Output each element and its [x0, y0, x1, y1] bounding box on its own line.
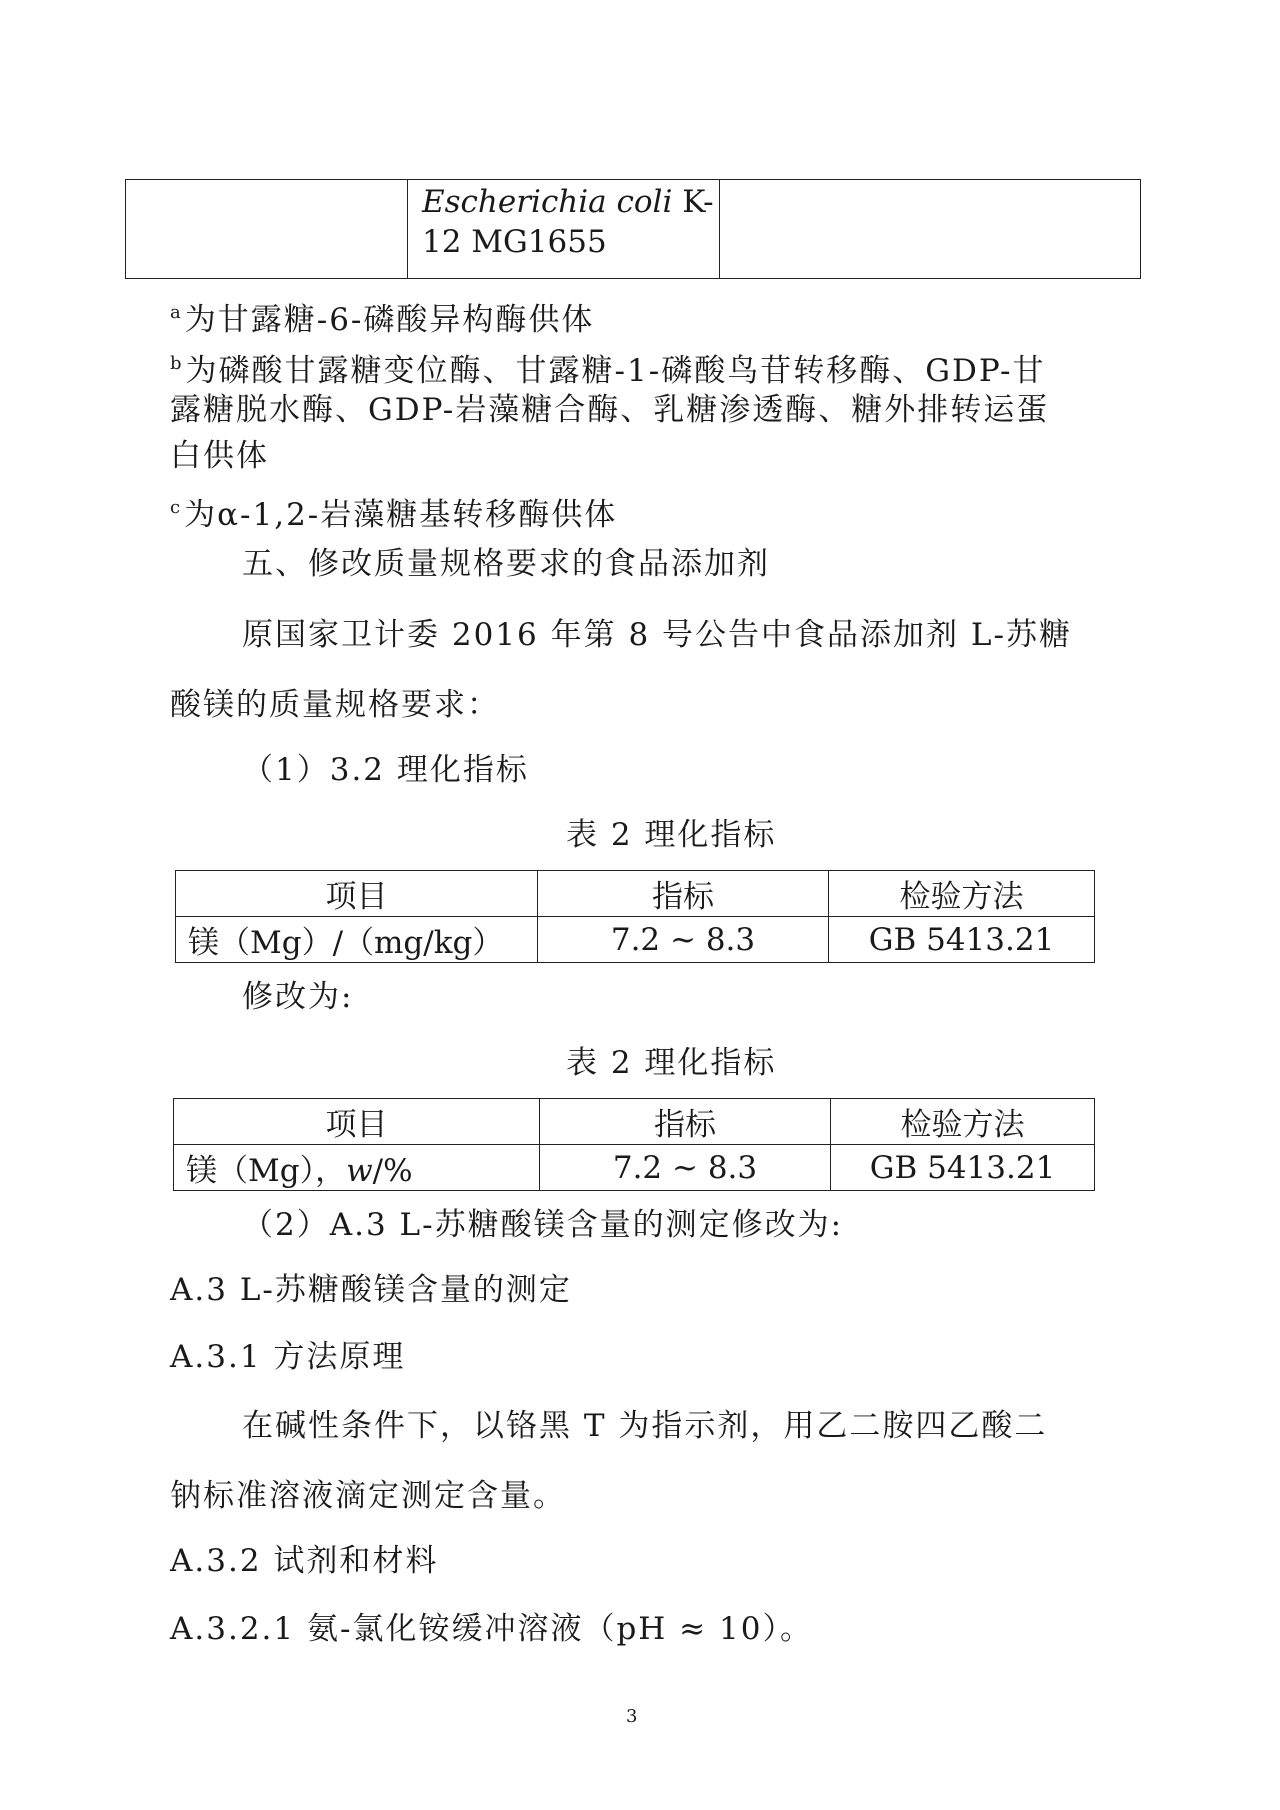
- table-before-row-method: GB 5413.21: [829, 917, 1095, 963]
- table-before-row-value: 7.2 ~ 8.3: [538, 917, 829, 963]
- footnote-b-line2: 露糖脱水酶、GDP-岩藻糖合酶、乳糖渗透酶、糖外排转运蛋: [170, 392, 1050, 428]
- paragraph-line-1: 原国家卫计委 2016 年第 8 号公告中食品添加剂 L-苏糖: [242, 617, 1072, 653]
- a31-title: A.3.1 方法原理: [170, 1339, 406, 1375]
- species-table-continuation: [125, 179, 1141, 279]
- footnote-c: [170, 488, 617, 535]
- row-item-variable: w: [346, 1153, 373, 1189]
- table-after-caption: 表 2 理化指标: [566, 1045, 777, 1081]
- a32-title: A.3.2 试剂和材料: [170, 1543, 439, 1579]
- table-after: [173, 1098, 1095, 1191]
- table-before: [175, 870, 1095, 963]
- table-before-caption: 表 2 理化指标: [566, 817, 777, 853]
- strain-line2: 12 MG1655: [422, 224, 607, 260]
- species-table-cell-strain: [408, 180, 720, 279]
- species-table-cell-3: [720, 180, 1141, 279]
- footnote-b-line3: 白供体: [170, 438, 269, 474]
- footnote-b-mark: b: [170, 353, 184, 374]
- item-2: （2）A.3 L-苏糖酸镁含量的测定修改为:: [242, 1207, 844, 1243]
- row-item-prefix: 镁（Mg），: [186, 1153, 347, 1189]
- table-after-header-value: 指标: [540, 1099, 831, 1145]
- page-number: 3: [626, 1706, 638, 1727]
- footnote-c-mark: c: [170, 497, 183, 518]
- row-item-suffix: /%: [372, 1153, 413, 1189]
- table-after-header-method: 检验方法: [831, 1099, 1095, 1145]
- species-table-cell-1: [126, 180, 408, 279]
- table-before-row-item: 镁（Mg）/（mg/kg）: [176, 917, 538, 963]
- footnote-a-text: 为甘露糖-6-磷酸异构酶供体: [184, 302, 595, 338]
- modify-label: 修改为:: [242, 979, 354, 1015]
- table-after-row-value: 7.2 ~ 8.3: [540, 1145, 831, 1191]
- section-heading: 五、修改质量规格要求的食品添加剂: [242, 546, 770, 582]
- footnote-c-text: 为α-1,2-岩藻糖基转移酶供体: [184, 497, 618, 533]
- table-before-header-value: 指标: [538, 871, 829, 917]
- a3-title: A.3 L-苏糖酸镁含量的测定: [170, 1272, 572, 1308]
- footnote-b-line1: [170, 344, 1045, 391]
- table-before-header-item: 项目: [176, 871, 538, 917]
- a321: A.3.2.1 氨-氯化铵缓冲溶液（pH ≈ 10）。: [170, 1611, 813, 1647]
- footnote-b-text-1: 为磷酸甘露糖变位酶、甘露糖-1-磷酸鸟苷转移酶、GDP-甘: [185, 353, 1046, 389]
- footnote-a: [170, 293, 594, 340]
- table-after-row-method: GB 5413.21: [831, 1145, 1095, 1191]
- item-1: （1）3.2 理化指标: [242, 752, 529, 788]
- paragraph-line-2: 酸镁的质量规格要求：: [170, 687, 500, 723]
- a31-line-1: 在碱性条件下，以铬黑 T 为指示剂，用乙二胺四乙酸二: [242, 1408, 1048, 1444]
- species-name: Escherichia coli: [422, 184, 673, 220]
- strain-suffix: K-: [672, 184, 714, 220]
- table-after-header-item: 项目: [174, 1099, 540, 1145]
- table-after-row-item: [174, 1145, 540, 1191]
- table-before-header-method: 检验方法: [829, 871, 1095, 917]
- a31-line-2: 钠标准溶液滴定测定含量。: [170, 1478, 566, 1514]
- footnote-a-mark: a: [170, 302, 183, 323]
